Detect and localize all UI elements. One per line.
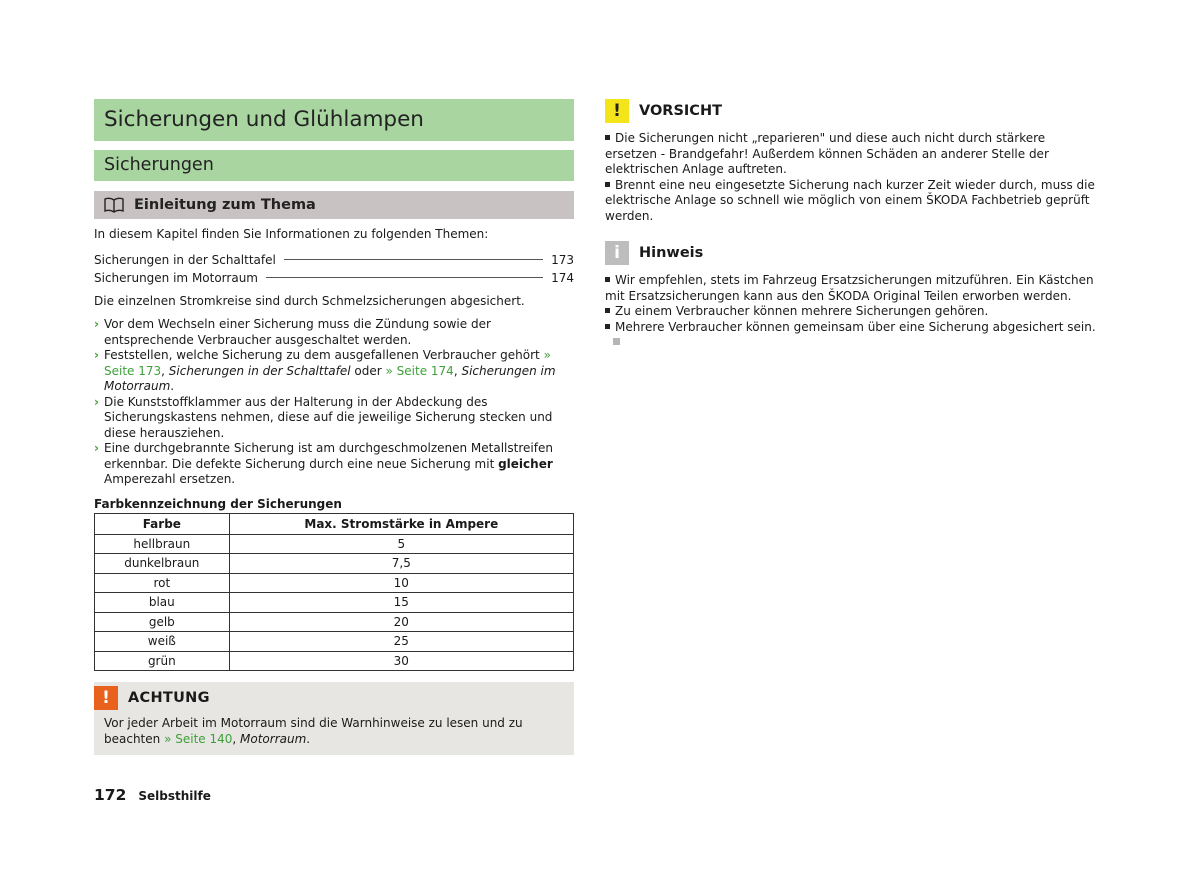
table-row bbox=[95, 632, 574, 652]
chevron-right-icon: › bbox=[94, 441, 99, 455]
chevron-right-icon: › bbox=[94, 317, 99, 331]
table-row bbox=[95, 612, 574, 632]
caution-item bbox=[605, 178, 1097, 225]
fuse-color-table bbox=[94, 513, 574, 672]
step-item bbox=[94, 441, 574, 488]
bullet-icon bbox=[605, 277, 610, 282]
step-item bbox=[94, 348, 574, 395]
step-text: . bbox=[170, 379, 175, 393]
chapter-heading: Sicherungen und Glühlampen bbox=[94, 99, 574, 141]
vorsicht-caution-box bbox=[605, 99, 1097, 224]
toc-label: Sicherungen in der Schalttafel bbox=[94, 252, 276, 267]
table-cell: 25 bbox=[229, 632, 573, 652]
toc-page: 174 bbox=[551, 270, 574, 285]
topic-heading-text: Einleitung zum Thema bbox=[134, 197, 316, 213]
toc-entry[interactable] bbox=[94, 269, 574, 287]
left-column bbox=[94, 99, 574, 755]
step-item bbox=[94, 395, 574, 442]
table-cell: 15 bbox=[229, 593, 573, 613]
emphasis-text: gleicher bbox=[498, 456, 553, 471]
info-icon: i bbox=[605, 241, 629, 265]
bullet-icon bbox=[605, 308, 610, 313]
page-footer bbox=[94, 786, 211, 804]
table-header: Farbe bbox=[95, 513, 230, 534]
table-cell: blau bbox=[95, 593, 230, 613]
table-cell: dunkelbraun bbox=[95, 554, 230, 574]
table-cell: 5 bbox=[229, 534, 573, 554]
section-name: Selbsthilfe bbox=[138, 789, 211, 803]
page-link[interactable]: » Seite 174 bbox=[385, 363, 454, 378]
warning-text-part: Vor jeder Arbeit im Motorraum sind die Warnhinweise zu lesen und zu beachten bbox=[104, 716, 523, 746]
page-number: 172 bbox=[94, 786, 127, 804]
table-cell: 20 bbox=[229, 612, 573, 632]
chevron-right-icon: › bbox=[94, 348, 99, 362]
reference-title: Sicherungen im Motorraum bbox=[104, 363, 556, 393]
step-text: Feststellen, welche Sicherung zu dem ausgefallenen Verbraucher gehört bbox=[104, 348, 544, 362]
right-column bbox=[605, 99, 1097, 351]
table-cell: 10 bbox=[229, 573, 573, 593]
circuit-text: Die einzelnen Stromkreise sind durch Schmelzsicherungen abgesichert. bbox=[94, 293, 525, 308]
note-item-text: Zu einem Verbraucher können mehrere Sicherungen gehören. bbox=[615, 304, 989, 318]
hinweis-note-box bbox=[605, 241, 1097, 351]
table-cell: weiß bbox=[95, 632, 230, 652]
step-text: , bbox=[453, 363, 462, 378]
caution-title: VORSICHT bbox=[639, 103, 722, 119]
table-cell: gelb bbox=[95, 612, 230, 632]
table-row bbox=[95, 573, 574, 593]
section-heading: Sicherungen bbox=[94, 150, 574, 181]
table-row bbox=[95, 554, 574, 574]
end-of-section-icon bbox=[613, 338, 620, 345]
table-header: Max. Stromstärke in Ampere bbox=[229, 513, 573, 534]
warning-text-part: , bbox=[232, 731, 241, 746]
topic-toc bbox=[94, 251, 574, 287]
toc-entry[interactable] bbox=[94, 251, 574, 269]
topic-heading bbox=[94, 191, 574, 219]
chevron-right-icon: › bbox=[94, 394, 99, 409]
table-row bbox=[95, 651, 574, 671]
caution-icon: ! bbox=[605, 99, 629, 123]
toc-leader bbox=[266, 277, 543, 278]
table-cell: 7,5 bbox=[229, 554, 573, 574]
book-icon bbox=[104, 197, 124, 213]
caution-item-text: Brennt eine neu eingesetzte Sicherung nach kurzer Zeit wieder durch, muss die elektrische Anlage so schnell wie möglich von einem ŠKODA Fachbetrieb geprüft werden. bbox=[605, 177, 1095, 223]
table-cell: 30 bbox=[229, 651, 573, 671]
reference-title: Sicherungen in der Schalttafel bbox=[168, 363, 351, 378]
caution-item-text: Die Sicherungen nicht „reparieren" und diese auch nicht durch stärkere ersetzen - Brandgefahr! Außerdem können Schäden an anderer Stelle der elektrischen Anlage auftreten. bbox=[605, 131, 1049, 176]
achtung-warning-box bbox=[94, 682, 574, 755]
table-row bbox=[95, 593, 574, 613]
note-item bbox=[605, 273, 1097, 304]
note-item bbox=[605, 320, 1097, 351]
page-link[interactable]: » Seite 140 bbox=[164, 731, 233, 746]
table-cell: grün bbox=[95, 651, 230, 671]
warning-text-part: . bbox=[306, 731, 311, 746]
toc-label: Sicherungen im Motorraum bbox=[94, 270, 258, 285]
note-item-text: Wir empfehlen, stets im Fahrzeug Ersatzsicherungen mitzuführen. Ein Kästchen mit Ersatzsicherungen kann aus den ŠKODA Original Teilen erworben werden. bbox=[605, 273, 1094, 303]
step-text: Amperezahl ersetzen. bbox=[104, 472, 236, 486]
table-cell: rot bbox=[95, 573, 230, 593]
toc-page: 173 bbox=[551, 252, 574, 267]
step-text: Eine durchgebrannte Sicherung ist am durchgeschmolzenen Metallstreifen erkennbar. Die defekte Sicherung durch eine neue Sicherung mit bbox=[104, 441, 553, 471]
caution-item bbox=[605, 131, 1097, 178]
table-row bbox=[95, 534, 574, 554]
step-text: Vor dem Wechseln einer Sicherung muss die Zündung sowie der entsprechende Verbraucher ausgeschaltet werden. bbox=[104, 317, 491, 347]
step-text: , bbox=[161, 363, 169, 378]
table-header-row bbox=[95, 513, 574, 534]
note-item bbox=[605, 304, 1097, 320]
step-list bbox=[94, 317, 574, 488]
warning-icon: ! bbox=[94, 686, 118, 710]
bullet-icon bbox=[605, 135, 610, 140]
warning-text bbox=[94, 716, 564, 747]
warning-title: ACHTUNG bbox=[128, 690, 210, 706]
note-item-text: Mehrere Verbraucher können gemeinsam über eine Sicherung abgesichert sein. bbox=[615, 319, 1096, 334]
step-item bbox=[94, 317, 574, 348]
note-title: Hinweis bbox=[639, 245, 704, 261]
step-text: oder bbox=[350, 363, 386, 378]
intro-text: In diesem Kapitel finden Sie Informationen zu folgenden Themen: bbox=[94, 227, 489, 241]
table-caption: Farbkennzeichnung der Sicherungen bbox=[94, 496, 342, 511]
toc-leader bbox=[284, 259, 543, 260]
bullet-icon bbox=[605, 182, 610, 187]
reference-title: Motorraum bbox=[240, 731, 307, 746]
page-link[interactable]: » Seite 173 bbox=[104, 348, 551, 378]
table-cell: hellbraun bbox=[95, 534, 230, 554]
bullet-icon bbox=[605, 324, 610, 329]
step-text: Die Kunststoffklammer aus der Halterung in der Abdeckung des Sicherungskastens nehmen, diese auf die jeweilige Sicherung stecken und diese herausziehen. bbox=[104, 394, 553, 440]
